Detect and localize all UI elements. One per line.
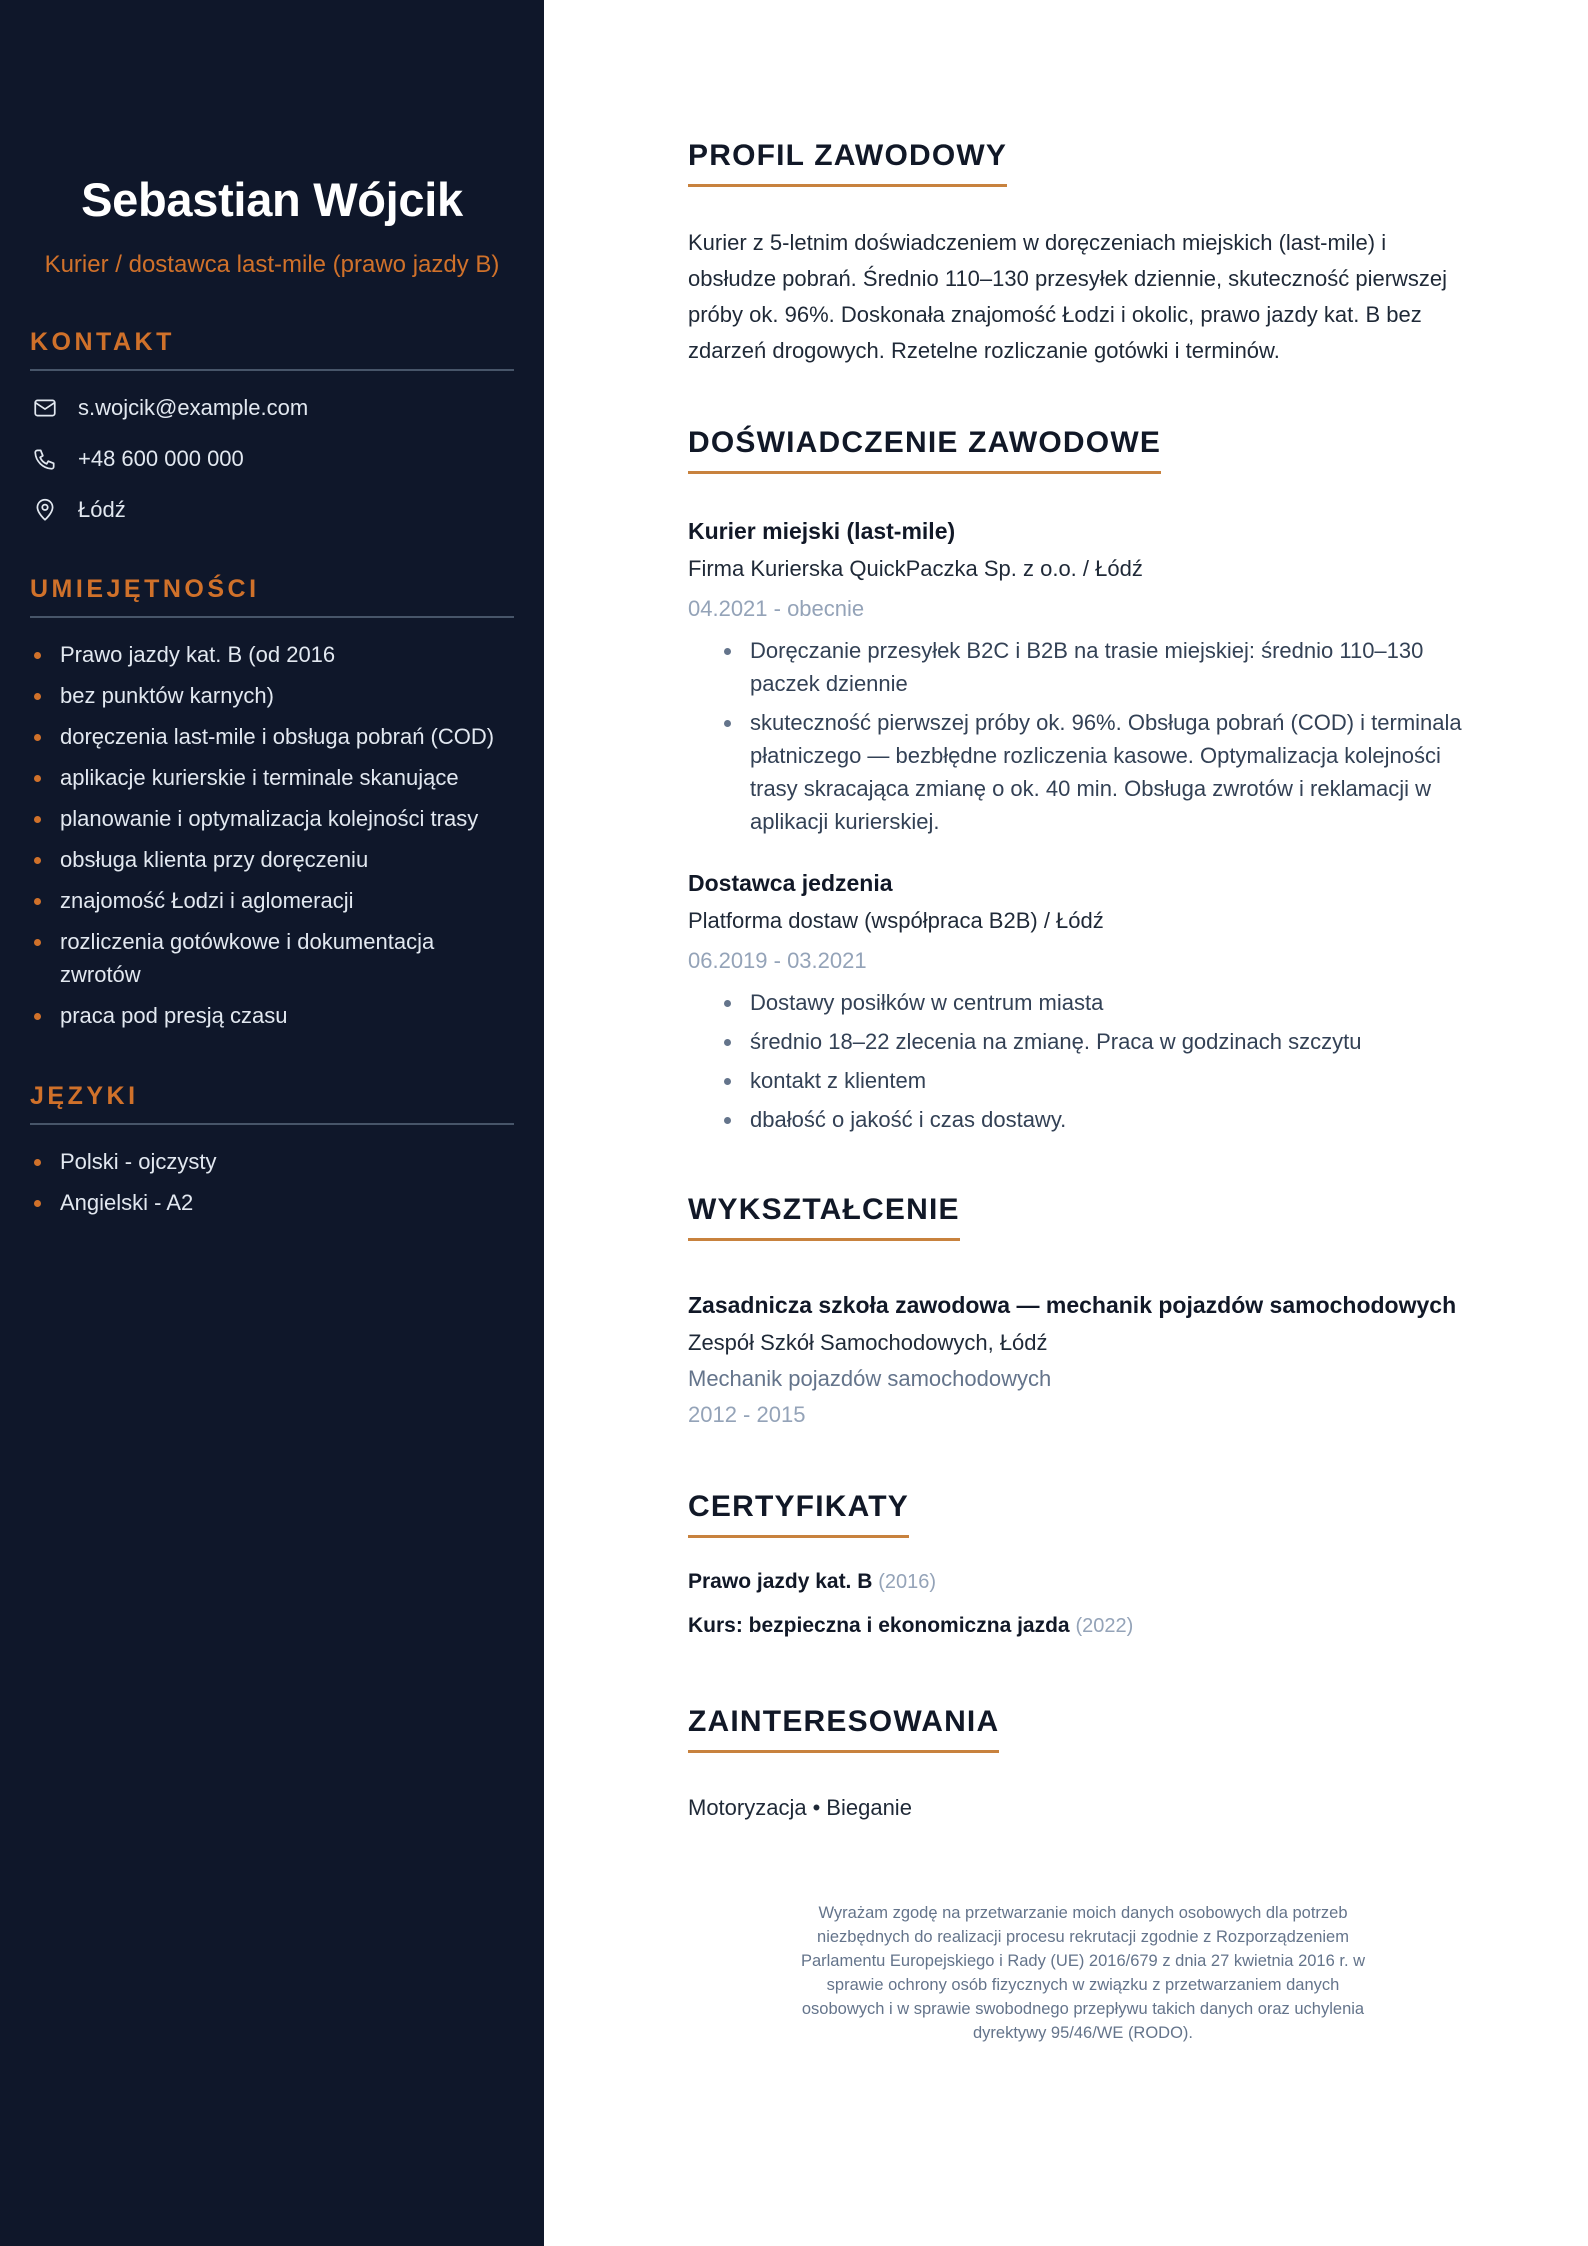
bullet-dot bbox=[34, 939, 41, 946]
languages-heading: JĘZYKI bbox=[30, 1082, 514, 1125]
interest-item: Bieganie bbox=[826, 1795, 912, 1820]
interests-list bbox=[688, 1791, 1478, 1825]
skill-item: obsługa klienta przy doręczeniu bbox=[30, 843, 514, 876]
person-name: Sebastian Wójcik bbox=[81, 173, 463, 226]
bullet-dot bbox=[34, 857, 41, 864]
education-title: Zasadnicza szkoła zawodowa — mechanik pojazdów samochodowych bbox=[688, 1292, 1457, 1318]
skills-heading: UMIEJĘTNOŚCI bbox=[30, 575, 514, 618]
bullet-dot bbox=[34, 734, 41, 741]
bullet-dot bbox=[34, 1013, 41, 1020]
education-heading: WYKSZTAŁCENIE bbox=[688, 1192, 960, 1241]
contact-phone[interactable] bbox=[30, 444, 514, 474]
bullet-dot bbox=[34, 775, 41, 782]
job-title: Dostawca jedzenia bbox=[688, 870, 893, 896]
main-content bbox=[544, 0, 1588, 2246]
job-company: Platforma dostaw (współpraca B2B) / Łódź bbox=[688, 908, 1104, 933]
envelope-icon bbox=[30, 393, 60, 423]
job-bullets bbox=[688, 986, 1478, 1136]
job-bullet: skuteczność pierwszej próby ok. 96%. Obsługa pobrań (COD) i terminala płatniczego — bezbłędne rozliczenia kasowe. Optymalizacja kolejności trasy skracająca zmianę o ok. 40 min. Obsługa zwrotów i reklamacji w aplikacji kurierskiej. bbox=[722, 706, 1478, 838]
contact-email[interactable] bbox=[30, 393, 514, 423]
contact-email-text: s.wojcik@example.com bbox=[78, 395, 309, 420]
job-bullet: Dostawy posiłków w centrum miasta bbox=[722, 986, 1478, 1019]
bullet-dot bbox=[34, 693, 41, 700]
certificates-section bbox=[688, 1489, 1478, 1648]
phone-icon bbox=[30, 444, 60, 474]
skill-item: planowanie i optymalizacja kolejności trasy bbox=[30, 802, 514, 835]
education-specialization: Mechanik pojazdów samochodowych bbox=[688, 1366, 1052, 1391]
skill-item: praca pod presją czasu bbox=[30, 999, 514, 1032]
certificate-name: Kurs: bezpieczna i ekonomiczna jazda bbox=[688, 1614, 1070, 1637]
certificate-item bbox=[688, 1604, 1478, 1648]
job-title: Kurier miejski (last-mile) bbox=[688, 518, 956, 544]
job-dates: 04.2021 - obecnie bbox=[688, 596, 865, 621]
language-item: Polski - ojczysty bbox=[30, 1145, 514, 1178]
certificate-name: Prawo jazdy kat. B bbox=[688, 1570, 873, 1593]
person-role: Kurier / dostawca last-mile (prawo jazdy B) bbox=[44, 251, 500, 278]
skill-item: bez punktów karnych) bbox=[30, 679, 514, 712]
sidebar bbox=[0, 0, 544, 2246]
bullet-dot bbox=[34, 652, 41, 659]
bullet-dot bbox=[34, 898, 41, 905]
skill-item: doręczenia last-mile i obsługa pobrań (COD) bbox=[30, 720, 514, 753]
bullet-dot bbox=[724, 720, 731, 727]
certificates-heading: CERTYFIKATY bbox=[688, 1489, 909, 1538]
job-bullet: kontakt z klientem bbox=[722, 1064, 1478, 1097]
bullet-dot bbox=[34, 1159, 41, 1166]
skill-item: aplikacje kurierskie i terminale skanujące bbox=[30, 761, 514, 794]
bullet-dot bbox=[724, 1039, 731, 1046]
bullet-dot bbox=[724, 1117, 731, 1124]
job-bullet: średnio 18–22 zlecenia na zmianę. Praca w godzinach szczytu bbox=[722, 1025, 1478, 1058]
interest-item: Motoryzacja bbox=[688, 1795, 807, 1820]
education-school: Zespół Szkół Samochodowych, Łódź bbox=[688, 1330, 1048, 1355]
job-bullets bbox=[688, 634, 1478, 838]
job-dates: 06.2019 - 03.2021 bbox=[688, 948, 867, 973]
job-entry bbox=[688, 866, 1478, 1136]
certificate-year: (2022) bbox=[1075, 1615, 1134, 1637]
education-section bbox=[688, 1192, 1478, 1433]
profile-heading: PROFIL ZAWODOWY bbox=[688, 138, 1007, 187]
bullet-dot bbox=[34, 816, 41, 823]
languages-list bbox=[30, 1145, 514, 1219]
contact-location bbox=[30, 495, 514, 525]
experience-heading: DOŚWIADCZENIE ZAWODOWE bbox=[688, 425, 1161, 474]
certificate-item bbox=[688, 1560, 1478, 1604]
bullet-dot bbox=[724, 648, 731, 655]
certificates-list bbox=[688, 1560, 1478, 1648]
certificate-year: (2016) bbox=[878, 1571, 937, 1593]
profile-section bbox=[688, 138, 1478, 369]
bullet-dot bbox=[724, 1000, 731, 1007]
experience-section bbox=[688, 425, 1478, 1136]
skill-item: rozliczenia gotówkowe i dokumentacja zwrotów bbox=[30, 925, 514, 991]
job-company: Firma Kurierska QuickPaczka Sp. z o.o. / Łódź bbox=[688, 556, 1143, 581]
skill-item: Prawo jazdy kat. B (od 2016 bbox=[30, 638, 514, 671]
job-bullet: Doręczanie przesyłek B2C i B2B na trasie miejskiej: średnio 110–130 paczek dziennie bbox=[722, 634, 1478, 700]
education-entry bbox=[688, 1285, 1478, 1433]
interests-section bbox=[688, 1704, 1478, 1825]
education-years: 2012 - 2015 bbox=[688, 1402, 806, 1427]
interests-heading: ZAINTERESOWANIA bbox=[688, 1704, 999, 1753]
bullet-dot bbox=[724, 1078, 731, 1085]
interest-separator: • bbox=[812, 1795, 821, 1820]
language-item: Angielski - A2 bbox=[30, 1186, 514, 1219]
contact-location-text: Łódź bbox=[78, 497, 126, 522]
contact-phone-text: +48 600 000 000 bbox=[78, 446, 244, 471]
skill-item: znajomość Łodzi i aglomeracji bbox=[30, 884, 514, 917]
skills-list bbox=[30, 638, 514, 1032]
contact-heading: KONTAKT bbox=[30, 328, 514, 371]
map-pin-icon bbox=[30, 495, 60, 525]
profile-text: Kurier z 5-letnim doświadczeniem w doręczeniach miejskich (last-mile) i obsłudze pobrań. Średnio 110–130 przesyłek dziennie, skuteczność pierwszej próby ok. 96%. Doskonała znajomość Łodzi i okolic, prawo jazdy kat. B bez zdarzeń drogowych. Rzetelne rozliczanie gotówki i terminów. bbox=[688, 230, 1448, 363]
contact-list bbox=[30, 393, 514, 525]
gdpr-consent: Wyrażam zgodę na przetwarzanie moich danych osobowych dla potrzeb niezbędnych do realizacji procesu rekrutacji zgodnie z Rozporządzeniem Parlamentu Europejskiego i Rady (UE) 2016/679 z dnia 27 kwietnia 2016 r. w sprawie ochrony osób fizycznych w związku z przetwarzaniem danych osobowych i w sprawie swobodnego przepływu takich danych oraz uchylenia dyrektywy 95/46/WE (RODO). bbox=[800, 1904, 1366, 2042]
bullet-dot bbox=[34, 1200, 41, 1207]
job-entry bbox=[688, 514, 1478, 838]
job-bullet: dbałość o jakość i czas dostawy. bbox=[722, 1103, 1478, 1136]
